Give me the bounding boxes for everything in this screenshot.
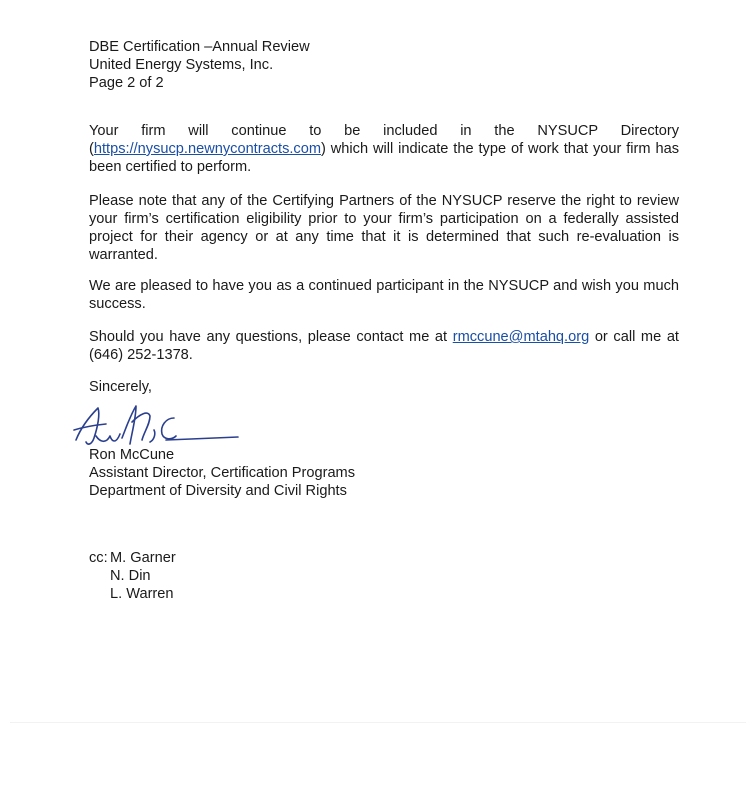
paragraph-directory — [89, 122, 679, 176]
handwritten-signature — [70, 400, 242, 452]
cc-label: cc: — [89, 550, 108, 566]
paragraph-directory-line1: Your firm will continue to be included in the NYSUCP Directory — [89, 123, 679, 139]
header-page-number: Page 2 of 2 — [89, 75, 164, 91]
page-bottom-divider — [10, 722, 746, 723]
header-title: DBE Certification –Annual Review — [89, 39, 310, 55]
signer-department: Department of Diversity and Civil Rights — [89, 483, 347, 499]
email-link[interactable]: rmccune@mtahq.org — [452, 329, 590, 345]
signer-block — [89, 446, 489, 500]
paragraph-continued-participant: We are pleased to have you as a continued participant in the NYSUCP and wish you much success. — [89, 278, 679, 312]
cc-list — [89, 549, 389, 603]
page-header — [89, 38, 689, 92]
header-company: United Energy Systems, Inc. — [89, 57, 274, 73]
contact-text-after: or call me at (646) 252-1378. — [89, 329, 679, 363]
cc-recipient: L. Warren — [110, 586, 174, 602]
cc-recipient: N. Din — [110, 568, 151, 584]
cc-recipient: M. Garner — [110, 550, 176, 566]
closing-salutation: Sincerely, — [89, 379, 152, 395]
paragraph-directory-rest: ) which will indicate the type of work that your firm has been certified to perform. — [89, 141, 679, 175]
directory-link[interactable]: https://nysucp.newnycontracts.com — [93, 141, 321, 157]
signer-name: Ron McCune — [89, 447, 175, 463]
contact-text-before: Should you have any questions, please contact me at — [89, 329, 453, 345]
paragraph-review-rights: Please note that any of the Certifying Partners of the NYSUCP reserve the right to review your firm’s certification eligibility prior to your firm’s participation on a federally assisted project for their agency or at any time that it is determined that such re-evaluation is warranted. — [89, 193, 679, 263]
paragraph-directory-paren: ( — [89, 141, 94, 157]
paragraph-contact — [89, 328, 679, 364]
signer-title: Assistant Director, Certification Programs — [89, 465, 356, 481]
